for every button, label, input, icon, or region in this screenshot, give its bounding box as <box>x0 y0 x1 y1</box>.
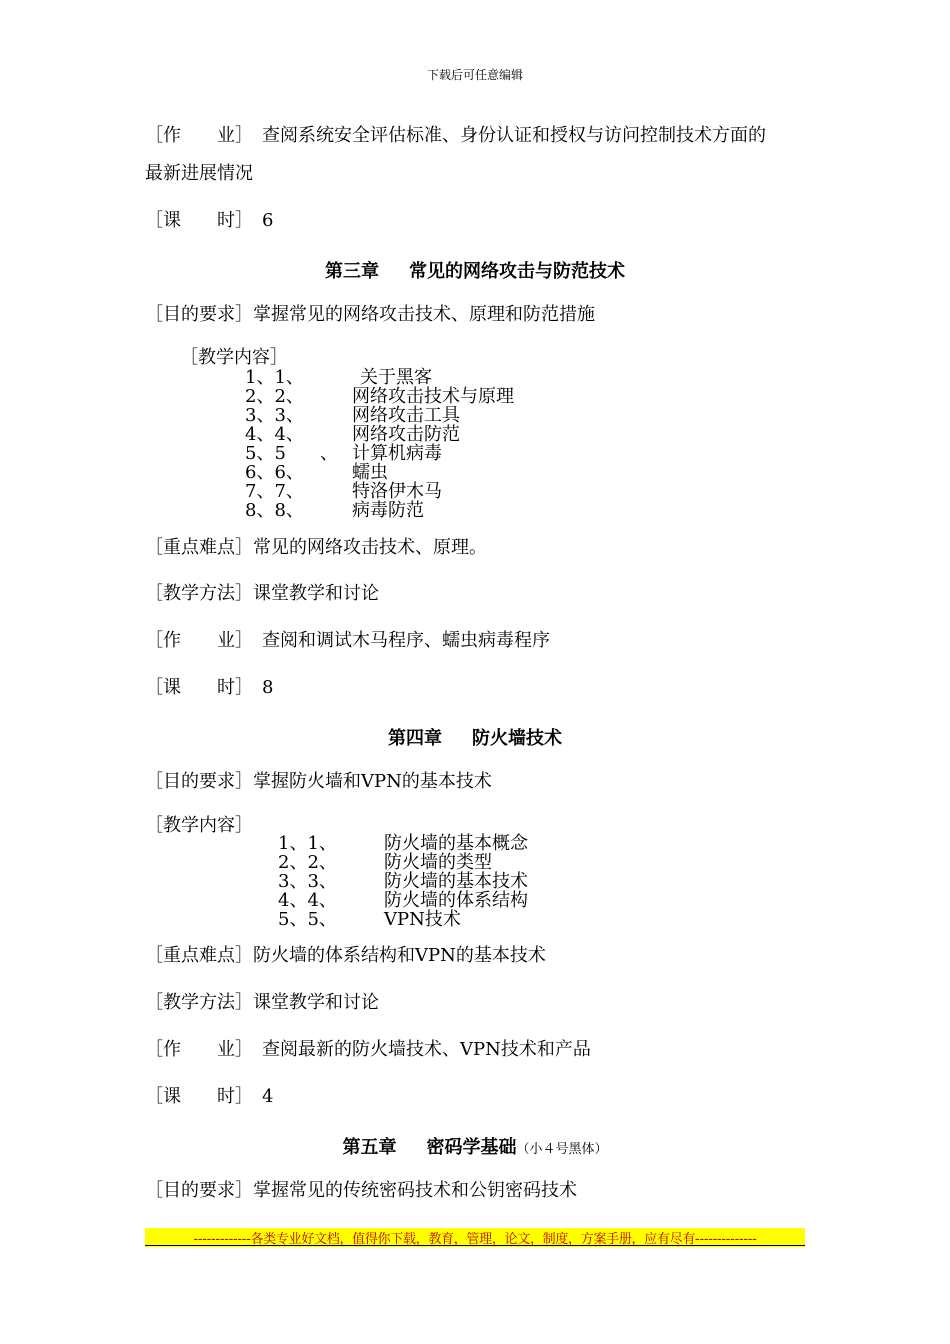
ch4-number: 第四章 <box>388 728 442 749</box>
ch5-objective: ［目的要求］掌握常见的传统密码技术和公钥密码技术 <box>145 1180 577 1201</box>
ch3-item-5-sep: 、 <box>320 443 338 464</box>
ch3-item-8-num: 8、8、 <box>245 500 304 521</box>
ch3-item-5-num: 5、5 <box>245 443 286 464</box>
footer-rule <box>145 1245 805 1246</box>
header-note: 下载后可任意编辑 <box>426 68 523 82</box>
ch3-objective: ［目的要求］掌握常见的网络攻击技术、原理和防范措施 <box>145 304 595 325</box>
ch3-item-2-num: 2、2、 <box>245 386 304 407</box>
ch3-item-7-text: 特洛伊木马 <box>352 481 442 502</box>
ch3-number: 第三章 <box>325 261 379 282</box>
ch3-homework: ［作 业］ 查阅和调试木马程序、蠕虫病毒程序 <box>145 630 550 651</box>
ch3-item-6-text: 蠕虫 <box>352 462 388 483</box>
ch4-objective: ［目的要求］掌握防火墙和VPN的基本技术 <box>145 771 492 792</box>
ch3-item-7-num: 7、7、 <box>245 481 304 502</box>
ch3-item-1-num: 1、1、 <box>245 367 304 388</box>
ch4-hours: ［课 时］ 4 <box>145 1086 274 1107</box>
ch4-content-label: ［教学内容］ <box>145 815 253 836</box>
ch3-content-label: ［教学内容］ <box>180 347 288 368</box>
ch4-item-1-text: 防火墙的基本概念 <box>384 833 528 854</box>
ch4-item-3-text: 防火墙的基本技术 <box>384 871 528 892</box>
footer-banner: -------------各类专业好文档，值得你下载，教育，管理，论文，制度，方案手册，应有尽有-------------- <box>145 1228 805 1247</box>
ch3-heading <box>0 257 950 283</box>
ch3-item-4-text: 网络攻击防范 <box>352 424 460 445</box>
ch3-keypoints: ［重点难点］常见的网络攻击技术、原理。 <box>145 537 487 558</box>
ch4-method: ［教学方法］课堂教学和讨论 <box>145 992 379 1013</box>
ch4-item-2-text: 防火墙的类型 <box>384 852 492 873</box>
ch3-item-4-num: 4、4、 <box>245 424 304 445</box>
ch3-item-5-text: 计算机病毒 <box>352 443 442 464</box>
ch2-homework-label: ［作 业］ <box>145 125 244 146</box>
ch4-homework: ［作 业］ 查阅最新的防火墙技术、VPN技术和产品 <box>145 1039 591 1060</box>
ch2-homework <box>145 125 766 147</box>
ch5-title: 密码学基础 <box>426 1137 517 1158</box>
ch2-homework-cont: 最新进展情况 <box>145 163 253 184</box>
ch3-title: 常见的网络攻击与防范技术 <box>409 261 625 282</box>
ch5-number: 第五章 <box>342 1137 397 1158</box>
ch3-item-3-text: 网络攻击工具 <box>352 405 460 426</box>
ch5-font-note: （小４号黑体） <box>516 1142 608 1157</box>
ch4-item-4-text: 防火墙的体系结构 <box>384 890 528 911</box>
ch4-keypoints: ［重点难点］防火墙的体系结构和VPN的基本技术 <box>145 945 546 966</box>
ch2-hours: ［课 时］ 6 <box>145 210 274 231</box>
ch3-item-6-num: 6、6、 <box>245 462 304 483</box>
ch4-item-5-text: VPN技术 <box>384 909 461 930</box>
ch4-heading <box>0 724 950 750</box>
ch3-item-1-text: 关于黑客 <box>360 367 432 388</box>
ch4-item-3-num: 3、3、 <box>278 871 337 892</box>
ch4-item-1-num: 1、1、 <box>278 833 337 854</box>
ch4-item-5-num: 5、5、 <box>278 909 337 930</box>
ch4-item-4-num: 4、4、 <box>278 890 337 911</box>
ch3-hours: ［课 时］ 8 <box>145 677 274 698</box>
ch5-heading <box>0 1133 950 1159</box>
ch3-item-2-text: 网络攻击技术与原理 <box>352 386 514 407</box>
ch4-item-2-num: 2、2、 <box>278 852 337 873</box>
ch3-method: ［教学方法］课堂教学和讨论 <box>145 583 379 604</box>
ch4-title: 防火墙技术 <box>472 728 562 749</box>
ch3-item-8-text: 病毒防范 <box>352 500 424 521</box>
ch2-homework-text: 查阅系统安全评估标准、身份认证和授权与访问控制技术方面的 <box>262 125 766 146</box>
ch3-item-3-num: 3、3、 <box>245 405 304 426</box>
